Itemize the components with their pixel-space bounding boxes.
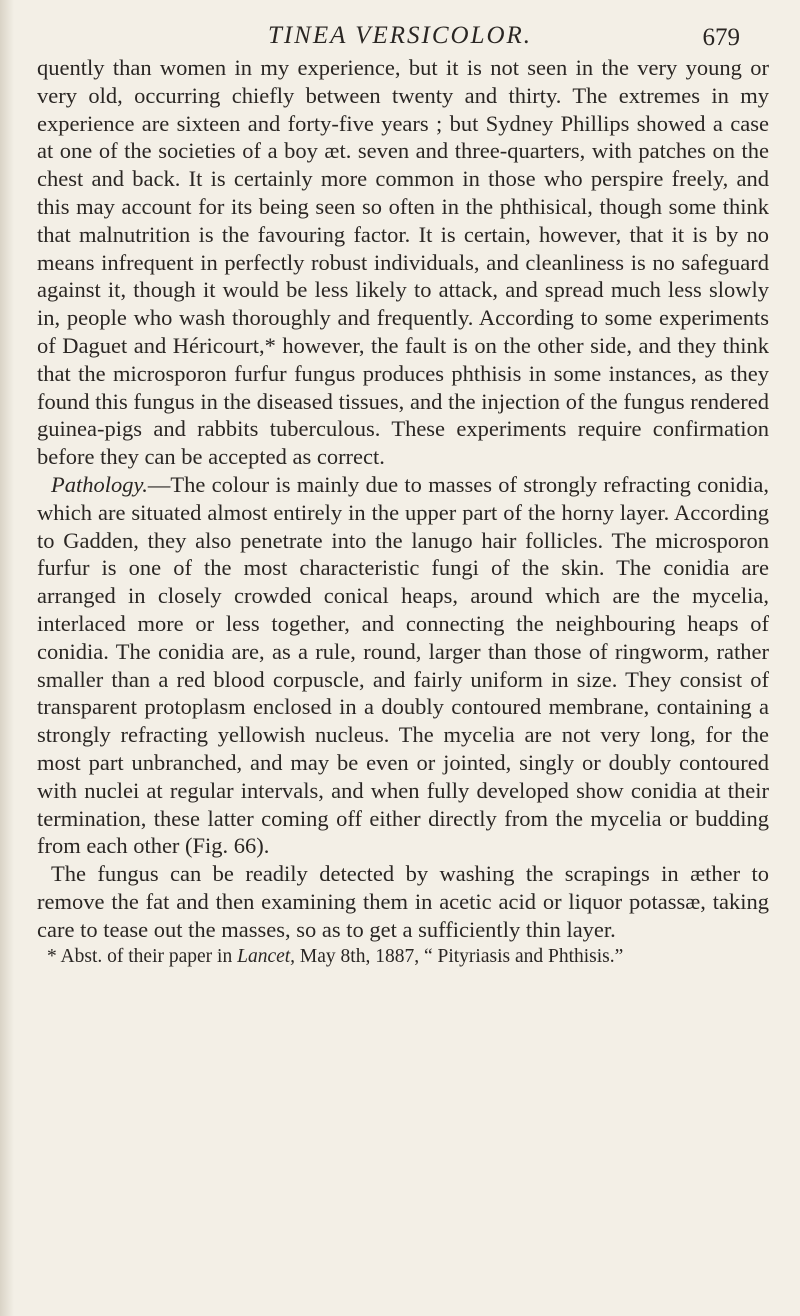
footnote bbox=[37, 944, 769, 970]
page-number: 679 bbox=[702, 24, 740, 51]
paragraph-detection: The fungus can be readily detected by washing the scrapings in æther to remove the fat and then examining them in acetic acid or liquor potassæ, taking care to tease out the masses, so as to get a sufficiently thin layer. bbox=[37, 861, 769, 942]
footnote-suffix: May 8th, 1887, “ Pityriasis and Phthisis.” bbox=[295, 945, 624, 967]
running-title: TINEA VERSICOLOR. bbox=[267, 22, 533, 49]
footnote-journal: Lancet, bbox=[237, 945, 296, 967]
paragraph-pathology bbox=[37, 471, 769, 860]
paragraph-epidemiology: quently than women in my experience, but it is not seen in the very young or very old, occurring chiefly between twenty and thirty. The extremes in my experience are sixteen and forty-five years ; but Sydney Phillips showed a case at one of the societies of a boy æt. seven and three-quarters, with patches on the chest and back. It is certainly more common in those who perspire freely, and this may account for its being seen so often in the phthisical, though some think that malnutrition is the favouring factor. It is certain, however, that it is by no means infrequent in perfectly robust individuals, and cleanliness is no safeguard against it, though it would be less likely to attack, and spread much less slowly in, people who wash thoroughly and frequently. According to some experiments of Daguet and Héricourt,* however, the fault is on the other side, and they think that the microsporon furfur fungus produces phthisis in some instances, as they found this fungus in the diseased tissues, and the injection of the fungus rendered guinea-pigs and rabbits tuberculous. These experiments require confirmation before they can be accepted as correct. bbox=[37, 55, 769, 470]
page-header bbox=[0, 22, 800, 56]
pathology-heading: Pathology. bbox=[51, 471, 148, 497]
pathology-text: —The colour is mainly due to masses of strongly refracting conidia, which are situated almost entirely in the upper part of the horny layer. According to Gadden, they also penetrate into the lanugo hair follicles. The microsporon furfur is one of the most characteristic fungi of the skin. The conidia are arranged in closely crowded conical heaps, around which are the mycelia, interlaced more or less together, and connecting the neighbouring heaps of conidia. The conidia are, as a rule, round, larger than those of ringworm, rather smaller than a red blood corpuscle, and fairly uniform in size. They consist of transparent protoplasm enclosed in a doubly contoured membrane, containing a strongly refracting yellowish nucleus. The mycelia are not very long, for the most part unbranched, and may be even or jointed, singly or doubly contoured with nuclei at regular intervals, and when fully developed show conidia at their termination, these latter coming off either directly from the mycelia or budding from each other (Fig. 66). bbox=[37, 471, 769, 859]
body-text bbox=[37, 54, 769, 970]
page-gutter-shadow bbox=[0, 0, 14, 1316]
footnote-prefix: * Abst. of their paper in bbox=[47, 945, 238, 967]
